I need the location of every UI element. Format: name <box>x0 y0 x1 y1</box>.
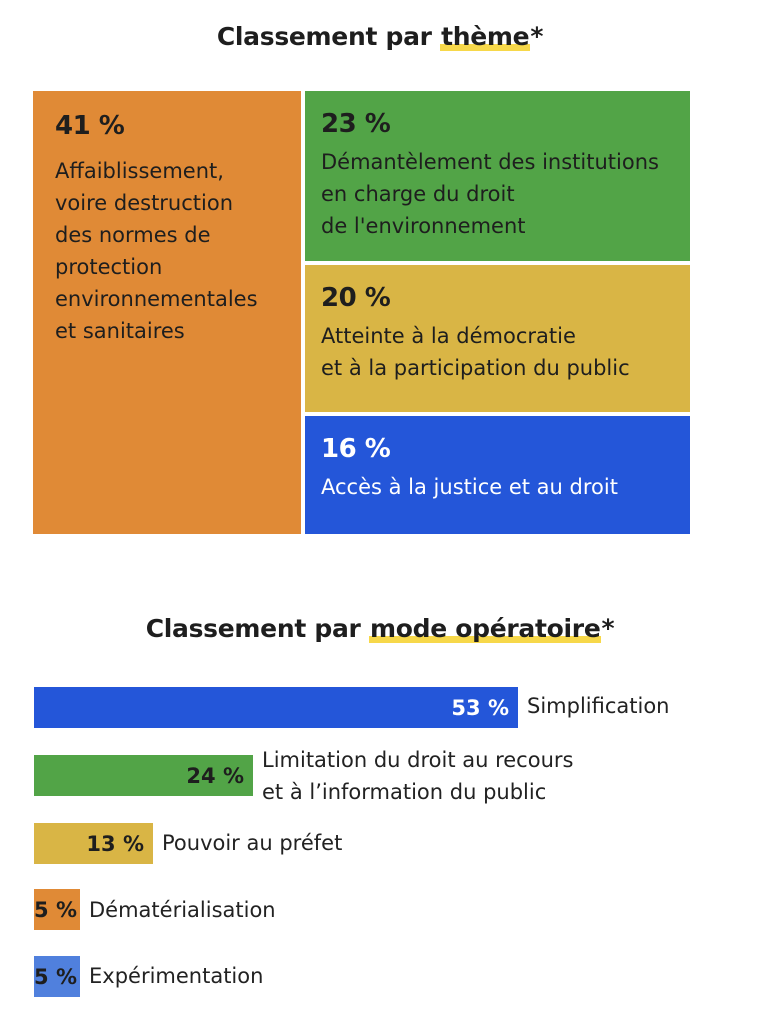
bar-value-label: 53 % <box>451 695 509 720</box>
treemap-tile-label: Atteinte à la démocratie et à la participation du public <box>321 324 630 380</box>
bar <box>34 823 153 864</box>
bar-category-label: Simplification <box>527 694 670 718</box>
bar-category-label: Dématérialisation <box>89 898 276 922</box>
bar <box>34 889 80 930</box>
treemap-tile-percent: 41 % <box>55 111 125 141</box>
bar-value-label: 5 % <box>34 897 77 922</box>
treemap-tile-label: Accès à la justice et au droit <box>321 475 618 499</box>
treemap-tile-label: Affaiblissement, voire destruction des normes de protection environnementales et sanitaires <box>55 159 258 343</box>
bar-category-label: Expérimentation <box>89 964 264 988</box>
bar-category-label: Pouvoir au préfet <box>162 831 343 855</box>
bar <box>34 956 80 997</box>
treemap-tile-percent: 20 % <box>321 283 391 313</box>
bar-value-label: 24 % <box>186 763 244 788</box>
bar-category-label: Limitation du droit au recours et à l’information du public <box>262 748 574 804</box>
treemap-tile-label: Démantèlement des institutions en charge du droit de l'environnement <box>321 150 659 238</box>
theme-title-highlight: thème <box>441 22 530 51</box>
treemap-tile-percent: 16 % <box>321 434 391 464</box>
bar-value-label: 5 % <box>34 964 77 989</box>
treemap-tile <box>33 91 301 534</box>
treemap-tile-percent: 23 % <box>321 109 391 139</box>
bar-value-label: 13 % <box>86 831 144 856</box>
bar <box>34 755 253 796</box>
treemap-tile <box>305 416 690 534</box>
mode-chart-title: Classement par mode opératoire* <box>145 614 615 643</box>
treemap-tile <box>305 265 690 412</box>
mode-title-highlight: mode opératoire <box>369 614 601 643</box>
treemap-tile <box>305 91 690 261</box>
bar <box>34 687 518 728</box>
theme-chart-title: Classement par thème* <box>216 22 544 51</box>
